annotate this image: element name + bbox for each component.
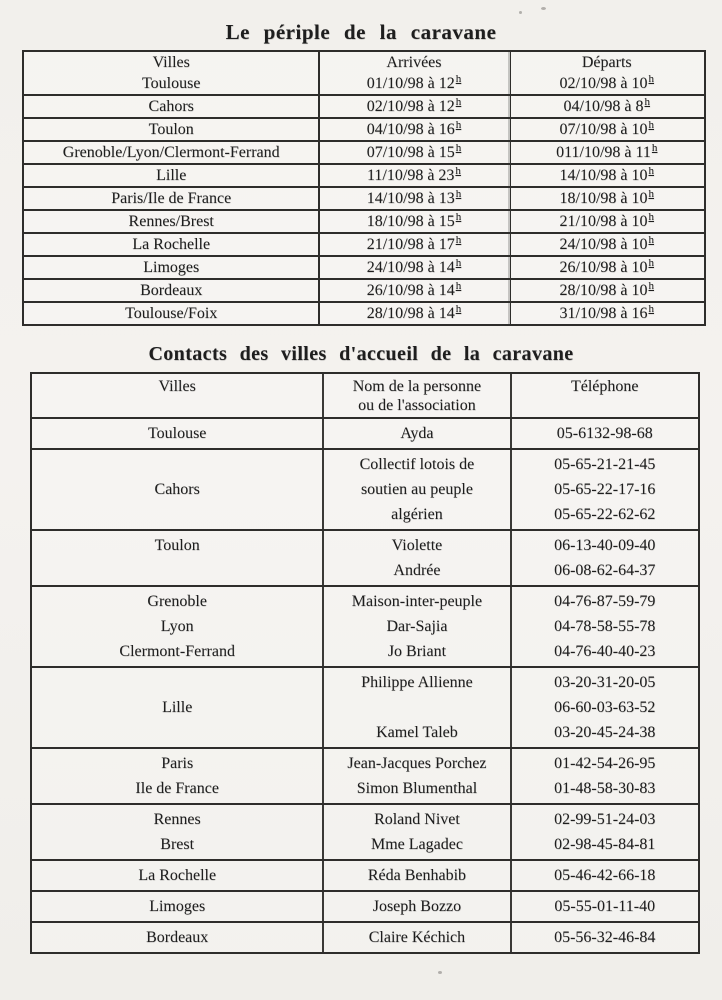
name-line: Simon Blumenthal (356, 780, 478, 797)
arrival-time: 14/10/98 à 13 (366, 190, 455, 207)
contacts-table (30, 372, 700, 954)
trip-departure-cell (510, 73, 704, 94)
contacts-header-nom-line2: ou de l'association (358, 397, 476, 414)
city-line: Bordeaux (146, 929, 209, 946)
city-line (32, 720, 322, 745)
city-line: Clermont-Ferrand (119, 643, 235, 660)
arrival-time: 26/10/98 à 14 (366, 282, 455, 299)
name-line: algérien (391, 506, 443, 523)
trip-arrival-cell (318, 211, 509, 232)
contact-group-row (32, 921, 698, 952)
contacts-table-header-row (32, 374, 698, 419)
phone-line: 01-42-54-26-95 (554, 755, 656, 772)
phone-line: 05-46-42-66-18 (554, 867, 656, 884)
name-line: Kamel Taleb (376, 724, 458, 741)
name-line: Collectif lotois de (359, 456, 475, 473)
city-line: Limoges (149, 898, 206, 915)
contact-names-cell (322, 531, 511, 585)
arrival-time: 11/10/98 à 23 (367, 167, 455, 184)
name-line: Claire Kéchich (368, 929, 466, 946)
phone-line: 02-98-45-84-81 (554, 836, 656, 853)
departure-time: 31/10/98 à 16 (559, 305, 648, 322)
contact-phones-cell (512, 923, 698, 952)
name-line: Roland Nivet (374, 811, 460, 828)
contact-phones-cell (512, 805, 698, 859)
phone-line: 05-65-22-62-62 (554, 506, 656, 523)
contact-names-cell (322, 805, 511, 859)
trip-departure-cell (510, 188, 704, 209)
name-line: Joseph Bozzo (372, 898, 462, 915)
city-line: Lille (162, 699, 193, 716)
contact-names-cell (322, 419, 511, 448)
phone-line: 01-48-58-30-83 (554, 780, 656, 797)
city-line: Cahors (154, 481, 200, 498)
phone-line: 05-56-32-46-84 (554, 929, 656, 946)
city-line: Grenoble (147, 593, 207, 610)
arrival-time: 21/10/98 à 17 (366, 236, 455, 253)
trip-departure-cell (510, 280, 704, 301)
trip-city-cell: Toulon (148, 121, 194, 138)
contact-cities-cell (32, 668, 322, 747)
name-line: Réda Benhabib (367, 867, 467, 884)
hour-superscript: h (455, 188, 462, 200)
departure-time: 21/10/98 à 10 (559, 213, 648, 230)
city-line (32, 558, 322, 583)
trip-departure-cell (510, 96, 704, 117)
arrival-time: 24/10/98 à 14 (366, 259, 455, 276)
trip-city-cell: Grenoble/Lyon/Clermont-Ferrand (62, 144, 280, 161)
trip-city-cell: Limoges (143, 259, 200, 276)
departure-time: 26/10/98 à 10 (559, 259, 648, 276)
trip-arrival-cell (318, 188, 509, 209)
contact-group-row (32, 859, 698, 890)
trip-table (22, 50, 706, 326)
scan-speck (519, 11, 522, 14)
hour-superscript: h (651, 142, 658, 154)
contact-phones-cell (512, 892, 698, 921)
contacts-header-nom-line1: Nom de la personne (352, 378, 482, 395)
contact-cities-cell (32, 749, 322, 803)
scan-speck (438, 971, 442, 974)
contact-group-row (32, 448, 698, 529)
phone-line: 04-76-40-40-23 (554, 643, 656, 660)
trip-departure-cell (510, 234, 704, 255)
hour-superscript: h (648, 165, 654, 177)
trip-arrival-cell (318, 257, 509, 278)
hour-superscript: h (644, 96, 650, 108)
city-line (32, 502, 322, 527)
trip-arrival-cell (318, 142, 509, 163)
phone-line: 05-55-01-11-40 (554, 898, 656, 915)
name-line: Ayda (400, 425, 434, 442)
name-line: Jo Briant (387, 643, 447, 660)
contacts-table-body (32, 419, 698, 952)
phone-line: 06-08-62-64-37 (554, 562, 656, 579)
contacts-header-telephone: Téléphone (570, 378, 639, 395)
trip-table-body (24, 73, 704, 324)
name-line: Maison-inter-peuple (351, 593, 483, 610)
trip-departure-cell (510, 142, 704, 163)
trip-arrival-cell (318, 96, 509, 117)
city-line: La Rochelle (138, 867, 217, 884)
contact-phones-cell (512, 668, 698, 747)
city-line (32, 670, 322, 695)
phone-line: 03-20-45-24-38 (554, 724, 656, 741)
contact-names-cell (322, 450, 511, 529)
trip-city-cell: Toulouse (142, 75, 201, 92)
departure-time: 02/10/98 à 10 (559, 75, 648, 92)
contacts-header-villes: Villes (158, 378, 196, 395)
departure-time: 011/10/98 à 11 (556, 144, 651, 161)
trip-city-cell: Cahors (148, 98, 194, 115)
contact-cities-cell (32, 419, 322, 448)
departure-time: 04/10/98 à 8 (563, 98, 644, 115)
contact-names-cell (322, 587, 511, 666)
contact-group-row (32, 666, 698, 747)
hour-superscript: h (648, 280, 654, 292)
trip-row (24, 301, 704, 324)
hour-superscript: h (648, 303, 654, 315)
trip-header-departs: Départs (581, 54, 632, 71)
contact-group-row (32, 747, 698, 803)
contact-cities-cell (32, 861, 322, 890)
hour-superscript: h (648, 234, 654, 246)
trip-row (24, 140, 704, 163)
city-line: Toulouse (147, 425, 207, 442)
contact-names-cell (322, 892, 511, 921)
contact-phones-cell (512, 419, 698, 448)
hour-superscript: h (455, 96, 462, 108)
trip-city-cell: Rennes/Brest (128, 213, 214, 230)
contact-group-row (32, 585, 698, 666)
trip-departure-cell (510, 303, 704, 324)
trip-row (24, 94, 704, 117)
hour-superscript: h (455, 165, 461, 177)
contacts-header-nom (322, 374, 511, 417)
trip-arrival-cell (318, 119, 509, 140)
departure-time: 28/10/98 à 10 (559, 282, 648, 299)
trip-header-arrivees: Arrivées (318, 52, 509, 73)
phone-line: 06-60-03-63-52 (554, 699, 656, 716)
contact-group-row (32, 803, 698, 859)
trip-row (24, 186, 704, 209)
trip-departure-cell (510, 257, 704, 278)
trip-row (24, 232, 704, 255)
contact-phones-cell (512, 587, 698, 666)
contact-names-cell (322, 923, 511, 952)
trip-header-villes: Villes (152, 54, 190, 71)
name-line: Mme Lagadec (370, 836, 463, 853)
phone-line: 03-20-31-20-05 (554, 674, 656, 691)
city-line: Rennes (153, 811, 201, 828)
phone-line: 06-13-40-09-40 (554, 537, 656, 554)
contact-group-row (32, 890, 698, 921)
hour-superscript: h (455, 257, 462, 269)
departure-time: 07/10/98 à 10 (559, 121, 648, 138)
scan-speck (541, 7, 546, 10)
hour-superscript: h (455, 119, 462, 131)
name-line (324, 695, 509, 720)
name-line: Philippe Allienne (361, 674, 473, 691)
name-line: Jean-Jacques Porchez (347, 755, 487, 772)
contact-cities-cell (32, 805, 322, 859)
name-line: Violette (391, 537, 443, 554)
hour-superscript: h (455, 211, 462, 223)
trip-departure-cell (510, 165, 704, 186)
city-line: Toulon (154, 537, 200, 554)
arrival-time: 02/10/98 à 12 (366, 98, 455, 115)
trip-row (24, 73, 704, 94)
trip-city-cell: La Rochelle (132, 236, 211, 253)
arrival-time: 01/10/98 à 12 (366, 75, 455, 92)
city-line: Lyon (160, 618, 194, 635)
trip-row (24, 163, 704, 186)
contact-names-cell (322, 861, 511, 890)
contact-cities-cell (32, 587, 322, 666)
trip-row (24, 209, 704, 232)
city-line: Paris (161, 755, 194, 772)
trip-arrival-cell (318, 73, 509, 94)
arrival-time: 28/10/98 à 14 (366, 305, 455, 322)
phone-line: 05-6132-98-68 (556, 425, 653, 442)
contact-cities-cell (32, 531, 322, 585)
contact-cities-cell (32, 450, 322, 529)
departure-time: 18/10/98 à 10 (559, 190, 648, 207)
trip-arrival-cell (318, 234, 509, 255)
contact-names-cell (322, 668, 511, 747)
contact-phones-cell (512, 749, 698, 803)
trip-row (24, 278, 704, 301)
city-line: Brest (160, 836, 195, 853)
hour-superscript: h (455, 303, 462, 315)
hour-superscript: h (648, 211, 654, 223)
trip-arrival-cell (318, 280, 509, 301)
contact-names-cell (322, 749, 511, 803)
arrival-time: 18/10/98 à 15 (366, 213, 455, 230)
name-line: Andrée (393, 562, 441, 579)
trip-city-cell: Lille (156, 167, 187, 184)
departure-time: 24/10/98 à 10 (559, 236, 648, 253)
trip-table-header-row (24, 52, 704, 73)
contacts-table-title: Contacts des villes d'accueil de la caravane (148, 343, 574, 365)
trip-arrival-cell (318, 303, 509, 324)
contact-cities-cell (32, 892, 322, 921)
trip-departure-cell (510, 211, 704, 232)
trip-city-cell: Bordeaux (140, 282, 203, 299)
phone-line: 04-78-58-55-78 (554, 618, 656, 635)
contact-phones-cell (512, 531, 698, 585)
trip-row (24, 255, 704, 278)
phone-line: 04-76-87-59-79 (554, 593, 656, 610)
hour-superscript: h (648, 73, 654, 85)
contact-cities-cell (32, 923, 322, 952)
contact-group-row (32, 529, 698, 585)
trip-city-cell: Toulouse/Foix (125, 305, 218, 322)
hour-superscript: h (455, 280, 462, 292)
trip-departure-cell (510, 119, 704, 140)
arrival-time: 07/10/98 à 15 (366, 144, 455, 161)
hour-superscript: h (648, 119, 654, 131)
name-line: Dar-Sajia (386, 618, 448, 635)
departure-time: 14/10/98 à 10 (559, 167, 648, 184)
trip-row (24, 117, 704, 140)
trip-table-title: Le périple de la caravane (225, 20, 497, 44)
phone-line: 02-99-51-24-03 (554, 811, 656, 828)
phone-line: 05-65-22-17-16 (554, 481, 656, 498)
trip-city-cell: Paris/Ile de France (111, 190, 232, 207)
hour-superscript: h (648, 257, 654, 269)
hour-superscript: h (648, 188, 654, 200)
trip-arrival-cell (318, 165, 509, 186)
contact-phones-cell (512, 861, 698, 890)
city-line: Ile de France (135, 780, 219, 797)
contact-group-row (32, 419, 698, 448)
city-line (32, 452, 322, 477)
contact-phones-cell (512, 450, 698, 529)
hour-superscript: h (455, 234, 462, 246)
hour-superscript: h (455, 142, 462, 154)
phone-line: 05-65-21-21-45 (554, 456, 656, 473)
arrival-time: 04/10/98 à 16 (366, 121, 455, 138)
name-line: soutien au peuple (360, 481, 473, 498)
hour-superscript: h (455, 73, 462, 85)
